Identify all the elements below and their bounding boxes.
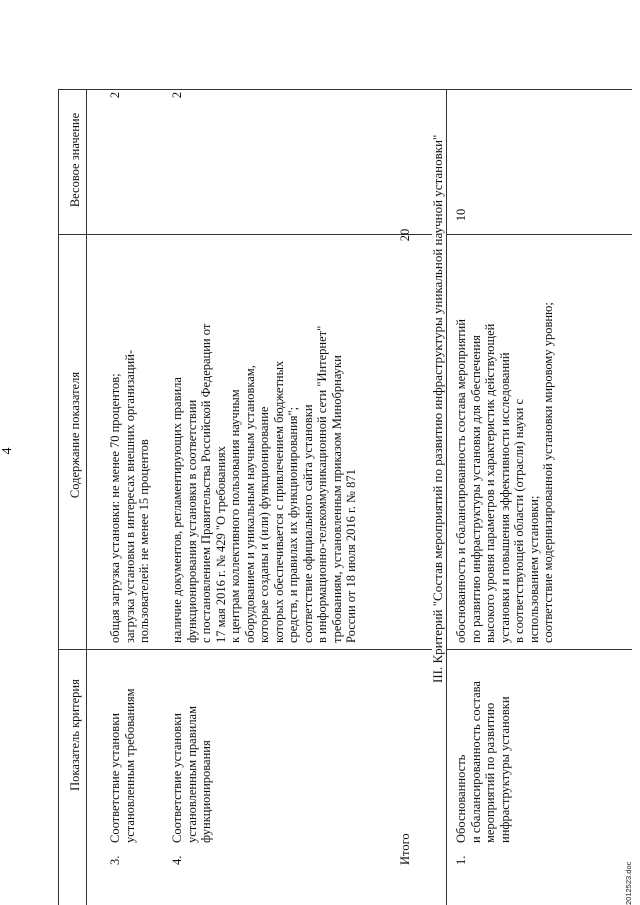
- content-line: пользователей: не менее 15 процентов: [137, 439, 151, 643]
- criterion-line: функционирования: [199, 740, 213, 843]
- content-line: функционирования установки в соответствии: [184, 399, 199, 643]
- header-bottom-border: [86, 90, 87, 905]
- column-divider-content: [446, 234, 632, 235]
- content-line: установки и повышения эффективности исследований: [497, 352, 512, 643]
- criterion-line: установленным требованиям: [122, 688, 137, 843]
- content-line: загрузка установки в интересах внешних организаций-: [122, 349, 137, 643]
- header-indicator-content: Содержание показателя: [68, 371, 82, 499]
- content-line: России от 18 июля 2016 г. № 871: [344, 469, 358, 643]
- column-divider-content: [58, 234, 432, 235]
- criterion-line: мероприятий по развитию: [483, 702, 497, 843]
- criterion-cell: [454, 653, 512, 843]
- content-line: к центрам коллективного пользования научным: [228, 389, 242, 643]
- content-cell: [454, 238, 556, 643]
- content-line: с постановлением Правительства Российской Федерации от: [199, 323, 213, 643]
- weight-value: 10: [454, 208, 468, 222]
- criterion-line: установленным правилам: [184, 705, 199, 843]
- content-line: которые созданы и (или) функционирование: [257, 406, 271, 643]
- content-line: требованиям, установленным приказом Минобрнауки: [329, 355, 344, 643]
- header-weight: Весовое значение: [68, 112, 82, 208]
- footer-filename: 2012523.doc: [624, 861, 633, 905]
- header-criterion-indicator: Показатель критерия: [68, 679, 82, 791]
- content-line: общая загрузка установки: не менее 70 процентов;: [108, 373, 122, 643]
- criterion-line: Соответствие установки: [108, 713, 122, 843]
- criterion-cell: [170, 653, 214, 843]
- total-label: Итого: [398, 833, 412, 865]
- content-line: наличие документов, регламентирующих правила: [170, 377, 184, 643]
- content-line: 17 мая 2016 г. № 429 "О требованиях: [213, 446, 228, 643]
- content-line: высокого уровня параметров и характеристик действующей: [483, 323, 497, 643]
- criterion-line: Обоснованность: [454, 754, 468, 843]
- content-line: соответствие официального сайта установки: [300, 404, 315, 643]
- weight-value: 2: [108, 91, 122, 99]
- page-number: 4: [0, 447, 15, 455]
- criterion-line: Соответствие установки: [170, 713, 184, 843]
- content-cell: [108, 238, 152, 643]
- section-row-top-border: [446, 90, 447, 905]
- criterion-line: инфраструктуры установки: [497, 696, 512, 843]
- column-divider-criterion: [446, 649, 632, 650]
- content-line: оборудованием и уникальным научным установкам,: [242, 365, 257, 643]
- content-line: которых обеспечивается с привлечением бюджетных: [271, 360, 286, 643]
- content-line: обоснованность и сбалансированность состава мероприятий: [454, 319, 468, 643]
- total-weight: 20: [398, 228, 412, 242]
- weight-value: 2: [170, 91, 184, 99]
- table-top-border: [58, 90, 59, 905]
- content-line: средств, и правилах их функционирования";: [286, 406, 300, 643]
- content-line: соответствие модернизированной установки мировому уровню;: [541, 302, 555, 643]
- content-line: по развитию инфраструктуры установки для обеспечения: [468, 335, 483, 643]
- content-line: в информационно-телекоммуникационной сети "Интернет": [315, 325, 329, 643]
- criterion-cell: [108, 653, 137, 843]
- row-number: 3.: [108, 855, 122, 865]
- table-right-border: [58, 89, 632, 90]
- content-cell: [170, 238, 359, 643]
- content-line: использованием установки;: [526, 495, 541, 643]
- criterion-line: и сбалансированность состава: [468, 681, 483, 843]
- row-number: 1.: [454, 855, 468, 865]
- row-number: 4.: [170, 855, 184, 865]
- section-title: III. Критерий "Состав мероприятий по развитию инфраструктуры уникальной научной установки": [430, 134, 445, 683]
- column-divider-criterion: [58, 649, 432, 650]
- content-line: в соответствующей области (отрасли) науки с: [512, 398, 526, 643]
